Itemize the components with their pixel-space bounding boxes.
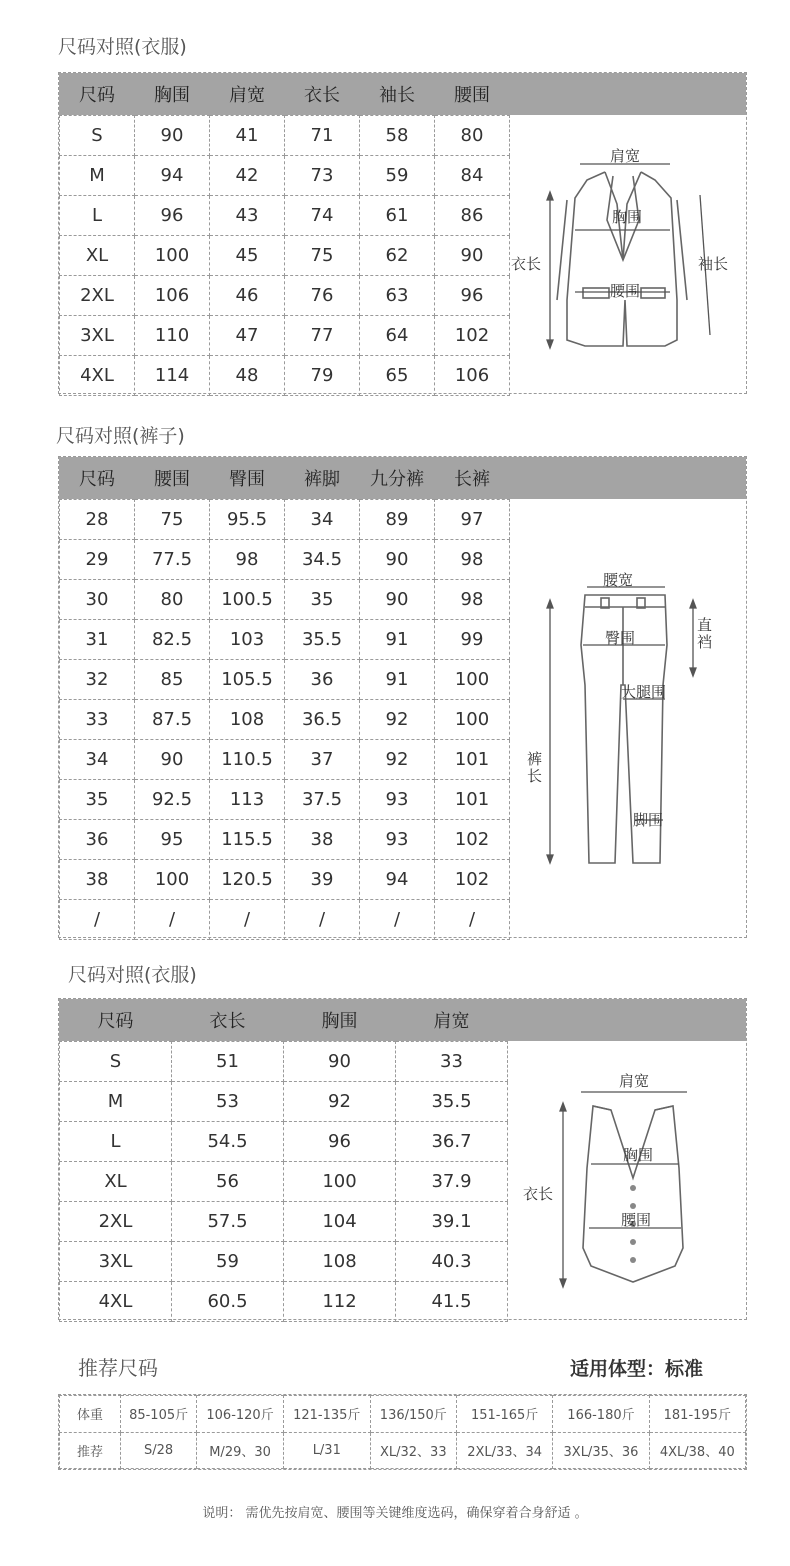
table-cell: 36.5 <box>285 699 360 739</box>
table-cell: 101 <box>435 779 510 819</box>
table-cell: 101 <box>435 739 510 779</box>
table-cell: 84 <box>435 155 510 195</box>
jacket-header-cell: 尺码 <box>60 73 135 115</box>
table-cell: 2XL <box>60 1201 172 1241</box>
table-cell: 120.5 <box>210 859 285 899</box>
table-cell: 58 <box>360 115 435 155</box>
vest-header-cell: 胸围 <box>284 999 396 1041</box>
table-cell: 110 <box>135 315 210 355</box>
jacket-label-sleeve: 袖长 <box>698 255 729 273</box>
table-cell: 108 <box>284 1241 396 1281</box>
table-cell: 104 <box>284 1201 396 1241</box>
table-cell: 113 <box>210 779 285 819</box>
table-row <box>60 859 510 899</box>
recommend-table <box>58 1394 747 1470</box>
table-cell: 98 <box>435 579 510 619</box>
table-cell: 29 <box>60 539 135 579</box>
table-cell: 36 <box>60 819 135 859</box>
table-cell: 30 <box>60 579 135 619</box>
table-cell: L <box>60 1121 172 1161</box>
table-cell: 41.5 <box>396 1281 508 1321</box>
table-cell: 37 <box>285 739 360 779</box>
table-cell: 77 <box>285 315 360 355</box>
table-row <box>60 1041 508 1081</box>
table-cell: 100 <box>284 1161 396 1201</box>
table-cell: 77.5 <box>135 539 210 579</box>
table-cell: 36 <box>285 659 360 699</box>
table-cell: 90 <box>135 739 210 779</box>
table-cell: 4XL <box>60 355 135 395</box>
table-cell: 71 <box>285 115 360 155</box>
table-cell: 3XL <box>60 1241 172 1281</box>
jacket-header-cell: 衣长 <box>285 73 360 115</box>
pants-header-cell: 尺码 <box>60 457 135 499</box>
table-cell: 95.5 <box>210 499 285 539</box>
jacket-label-waist: 腰围 <box>610 282 641 300</box>
table-cell: 102 <box>435 315 510 355</box>
pants-header-cell: 裤脚 <box>285 457 360 499</box>
table-cell: 79 <box>285 355 360 395</box>
recommend-title: 推荐尺码 <box>78 1356 158 1380</box>
pants-label-rise: 直裆 <box>697 616 713 651</box>
table-cell: 86 <box>435 195 510 235</box>
recommend-cell: 85-105斤 <box>121 1396 197 1433</box>
table-cell: 98 <box>435 539 510 579</box>
table-cell: 34.5 <box>285 539 360 579</box>
table-cell: 90 <box>435 235 510 275</box>
table-cell: 38 <box>285 819 360 859</box>
pants-header-cell: 臀围 <box>210 457 285 499</box>
jacket-table-grid <box>59 73 510 396</box>
table-cell: / <box>360 899 435 939</box>
table-cell: XL <box>60 1161 172 1201</box>
pants-label-hem: 脚围 <box>633 811 664 829</box>
recommend-cell: 166-180斤 <box>553 1396 649 1433</box>
table-cell: 80 <box>135 579 210 619</box>
table-row <box>60 619 510 659</box>
pants-section-title: 尺码对照(裤子) <box>56 425 185 447</box>
table-cell: 38 <box>60 859 135 899</box>
recommend-cell: 106-120斤 <box>197 1396 284 1433</box>
table-cell: 56 <box>172 1161 284 1201</box>
recommend-cell: 3XL/35、36 <box>553 1432 649 1469</box>
recommend-cell: 136/150斤 <box>370 1396 456 1433</box>
table-cell: 75 <box>285 235 360 275</box>
table-cell: 54.5 <box>172 1121 284 1161</box>
table-cell: 60.5 <box>172 1281 284 1321</box>
vest-label-waist: 腰围 <box>621 1211 652 1229</box>
table-cell: / <box>60 899 135 939</box>
table-cell: 87.5 <box>135 699 210 739</box>
table-cell: 115.5 <box>210 819 285 859</box>
table-cell: 82.5 <box>135 619 210 659</box>
table-row <box>60 155 510 195</box>
table-row <box>60 235 510 275</box>
table-cell: 80 <box>435 115 510 155</box>
table-cell: 95 <box>135 819 210 859</box>
table-row <box>60 699 510 739</box>
table-cell: 75 <box>135 499 210 539</box>
vest-table-grid <box>59 999 508 1322</box>
recommend-cell: S/28 <box>121 1432 197 1469</box>
table-cell: 43 <box>210 195 285 235</box>
table-cell: M <box>60 1081 172 1121</box>
table-cell: / <box>285 899 360 939</box>
table-cell: 92 <box>360 739 435 779</box>
table-row <box>60 1281 508 1321</box>
table-row <box>60 195 510 235</box>
table-cell: 4XL <box>60 1281 172 1321</box>
table-cell: 48 <box>210 355 285 395</box>
pants-table-grid <box>59 457 510 940</box>
table-cell: 33 <box>396 1041 508 1081</box>
table-row <box>60 315 510 355</box>
table-row <box>60 1201 508 1241</box>
table-cell: 59 <box>172 1241 284 1281</box>
table-cell: 2XL <box>60 275 135 315</box>
table-cell: 98 <box>210 539 285 579</box>
table-cell: S <box>60 1041 172 1081</box>
jacket-label-chest: 胸围 <box>612 208 643 226</box>
table-cell: 92 <box>360 699 435 739</box>
pants-label-hip: 臀围 <box>605 629 636 647</box>
table-cell: 114 <box>135 355 210 395</box>
recommend-row-label: 推荐 <box>60 1432 121 1469</box>
table-cell: 96 <box>435 275 510 315</box>
pants-header-row <box>60 457 510 499</box>
jacket-section-title: 尺码对照(衣服) <box>58 36 187 58</box>
table-cell: 51 <box>172 1041 284 1081</box>
table-cell: 57.5 <box>172 1201 284 1241</box>
table-cell: 112 <box>284 1281 396 1321</box>
table-cell: 100 <box>435 659 510 699</box>
recommend-cell: 151-165斤 <box>456 1396 552 1433</box>
table-row <box>60 1161 508 1201</box>
jacket-header-cell: 腰围 <box>435 73 510 115</box>
recommend-row-label: 体重 <box>60 1396 121 1433</box>
table-cell: 41 <box>210 115 285 155</box>
table-cell: 96 <box>135 195 210 235</box>
table-cell: 42 <box>210 155 285 195</box>
recommend-cell: 4XL/38、40 <box>649 1432 745 1469</box>
table-cell: / <box>435 899 510 939</box>
table-cell: 89 <box>360 499 435 539</box>
table-cell: 91 <box>360 619 435 659</box>
table-cell: 100 <box>435 699 510 739</box>
table-cell: 45 <box>210 235 285 275</box>
table-cell: 62 <box>360 235 435 275</box>
table-cell: 102 <box>435 819 510 859</box>
table-cell: 106 <box>135 275 210 315</box>
pants-label-length: 裤长 <box>527 750 543 785</box>
vest-header-cell: 肩宽 <box>396 999 508 1041</box>
recommend-cell: L/31 <box>283 1432 370 1469</box>
table-cell: / <box>210 899 285 939</box>
table-cell: 65 <box>360 355 435 395</box>
table-cell: 37.5 <box>285 779 360 819</box>
vest-header-row <box>60 999 508 1041</box>
recommend-row <box>60 1432 746 1469</box>
table-cell: 92.5 <box>135 779 210 819</box>
table-cell: 90 <box>360 539 435 579</box>
table-cell: 103 <box>210 619 285 659</box>
table-cell: 110.5 <box>210 739 285 779</box>
recommend-cell: 181-195斤 <box>649 1396 745 1433</box>
vest-header-cell: 尺码 <box>60 999 172 1041</box>
table-cell: 59 <box>360 155 435 195</box>
table-cell: 99 <box>435 619 510 659</box>
footnote: 说明： 需优先按肩宽、腰围等关键维度选码，确保穿着合身舒适 。 <box>202 1506 588 1521</box>
vest-label-shoulder: 肩宽 <box>619 1072 650 1090</box>
table-row <box>60 739 510 779</box>
recommend-cell: M/29、30 <box>197 1432 284 1469</box>
table-row <box>60 819 510 859</box>
table-cell: 76 <box>285 275 360 315</box>
table-cell: 3XL <box>60 315 135 355</box>
vest-label-chest: 胸围 <box>623 1146 654 1164</box>
table-row <box>60 579 510 619</box>
vest-label-length: 衣长 <box>523 1185 554 1203</box>
table-cell: 35 <box>60 779 135 819</box>
pants-header-cell: 腰围 <box>135 457 210 499</box>
table-row <box>60 659 510 699</box>
table-cell: 34 <box>60 739 135 779</box>
table-cell: 35 <box>285 579 360 619</box>
pants-label-thigh: 大腿围 <box>621 683 667 701</box>
table-cell: XL <box>60 235 135 275</box>
table-row <box>60 1121 508 1161</box>
table-cell: 90 <box>284 1041 396 1081</box>
jacket-diagram <box>505 140 745 370</box>
table-cell: 61 <box>360 195 435 235</box>
table-cell: 94 <box>135 155 210 195</box>
pants-diagram <box>515 565 725 875</box>
table-cell: 100 <box>135 235 210 275</box>
jacket-header-cell: 袖长 <box>360 73 435 115</box>
pants-label-waist: 腰宽 <box>603 571 634 589</box>
table-row <box>60 1081 508 1121</box>
table-cell: 100 <box>135 859 210 899</box>
vest-section-title: 尺码对照(衣服) <box>68 964 197 986</box>
table-cell: 34 <box>285 499 360 539</box>
jacket-label-shoulder: 肩宽 <box>610 147 641 165</box>
jacket-header-cell: 胸围 <box>135 73 210 115</box>
table-cell: 105.5 <box>210 659 285 699</box>
jacket-header-row <box>60 73 510 115</box>
table-cell: 94 <box>360 859 435 899</box>
vest-outline <box>583 1106 683 1282</box>
table-cell: L <box>60 195 135 235</box>
pants-header-cell: 九分裤 <box>360 457 435 499</box>
table-cell: 32 <box>60 659 135 699</box>
table-cell: 33 <box>60 699 135 739</box>
table-cell: 35.5 <box>396 1081 508 1121</box>
table-cell: S <box>60 115 135 155</box>
jacket-label-length: 衣长 <box>511 255 542 273</box>
table-cell: 64 <box>360 315 435 355</box>
table-row <box>60 779 510 819</box>
recommend-cell: 2XL/33、34 <box>456 1432 552 1469</box>
table-cell: 47 <box>210 315 285 355</box>
weight-row <box>60 1396 746 1433</box>
table-cell: 31 <box>60 619 135 659</box>
table-cell: 91 <box>360 659 435 699</box>
recommend-cell: 121-135斤 <box>283 1396 370 1433</box>
table-row <box>60 499 510 539</box>
table-cell: 90 <box>360 579 435 619</box>
table-cell: 63 <box>360 275 435 315</box>
table-cell: M <box>60 155 135 195</box>
table-cell: 93 <box>360 819 435 859</box>
table-cell: 73 <box>285 155 360 195</box>
table-row <box>60 539 510 579</box>
table-row <box>60 355 510 395</box>
table-cell: 100.5 <box>210 579 285 619</box>
table-cell: 36.7 <box>396 1121 508 1161</box>
table-cell: 53 <box>172 1081 284 1121</box>
table-cell: 40.3 <box>396 1241 508 1281</box>
table-cell: 97 <box>435 499 510 539</box>
table-row <box>60 899 510 939</box>
table-cell: 106 <box>435 355 510 395</box>
vest-diagram <box>515 1068 735 1298</box>
vest-header-cell: 衣长 <box>172 999 284 1041</box>
table-cell: 102 <box>435 859 510 899</box>
pants-header-cell: 长裤 <box>435 457 510 499</box>
table-cell: 37.9 <box>396 1161 508 1201</box>
table-cell: 85 <box>135 659 210 699</box>
recommend-cell: XL/32、33 <box>370 1432 456 1469</box>
table-cell: 108 <box>210 699 285 739</box>
table-row <box>60 275 510 315</box>
table-cell: 28 <box>60 499 135 539</box>
table-cell: 90 <box>135 115 210 155</box>
table-cell: 46 <box>210 275 285 315</box>
table-cell: 39 <box>285 859 360 899</box>
table-cell: / <box>135 899 210 939</box>
table-row <box>60 115 510 155</box>
body-type-label: 适用体型：标准 <box>570 1358 704 1380</box>
jacket-header-cell: 肩宽 <box>210 73 285 115</box>
table-cell: 96 <box>284 1121 396 1161</box>
table-cell: 39.1 <box>396 1201 508 1241</box>
table-row <box>60 1241 508 1281</box>
table-cell: 74 <box>285 195 360 235</box>
table-cell: 93 <box>360 779 435 819</box>
table-cell: 92 <box>284 1081 396 1121</box>
table-cell: 35.5 <box>285 619 360 659</box>
